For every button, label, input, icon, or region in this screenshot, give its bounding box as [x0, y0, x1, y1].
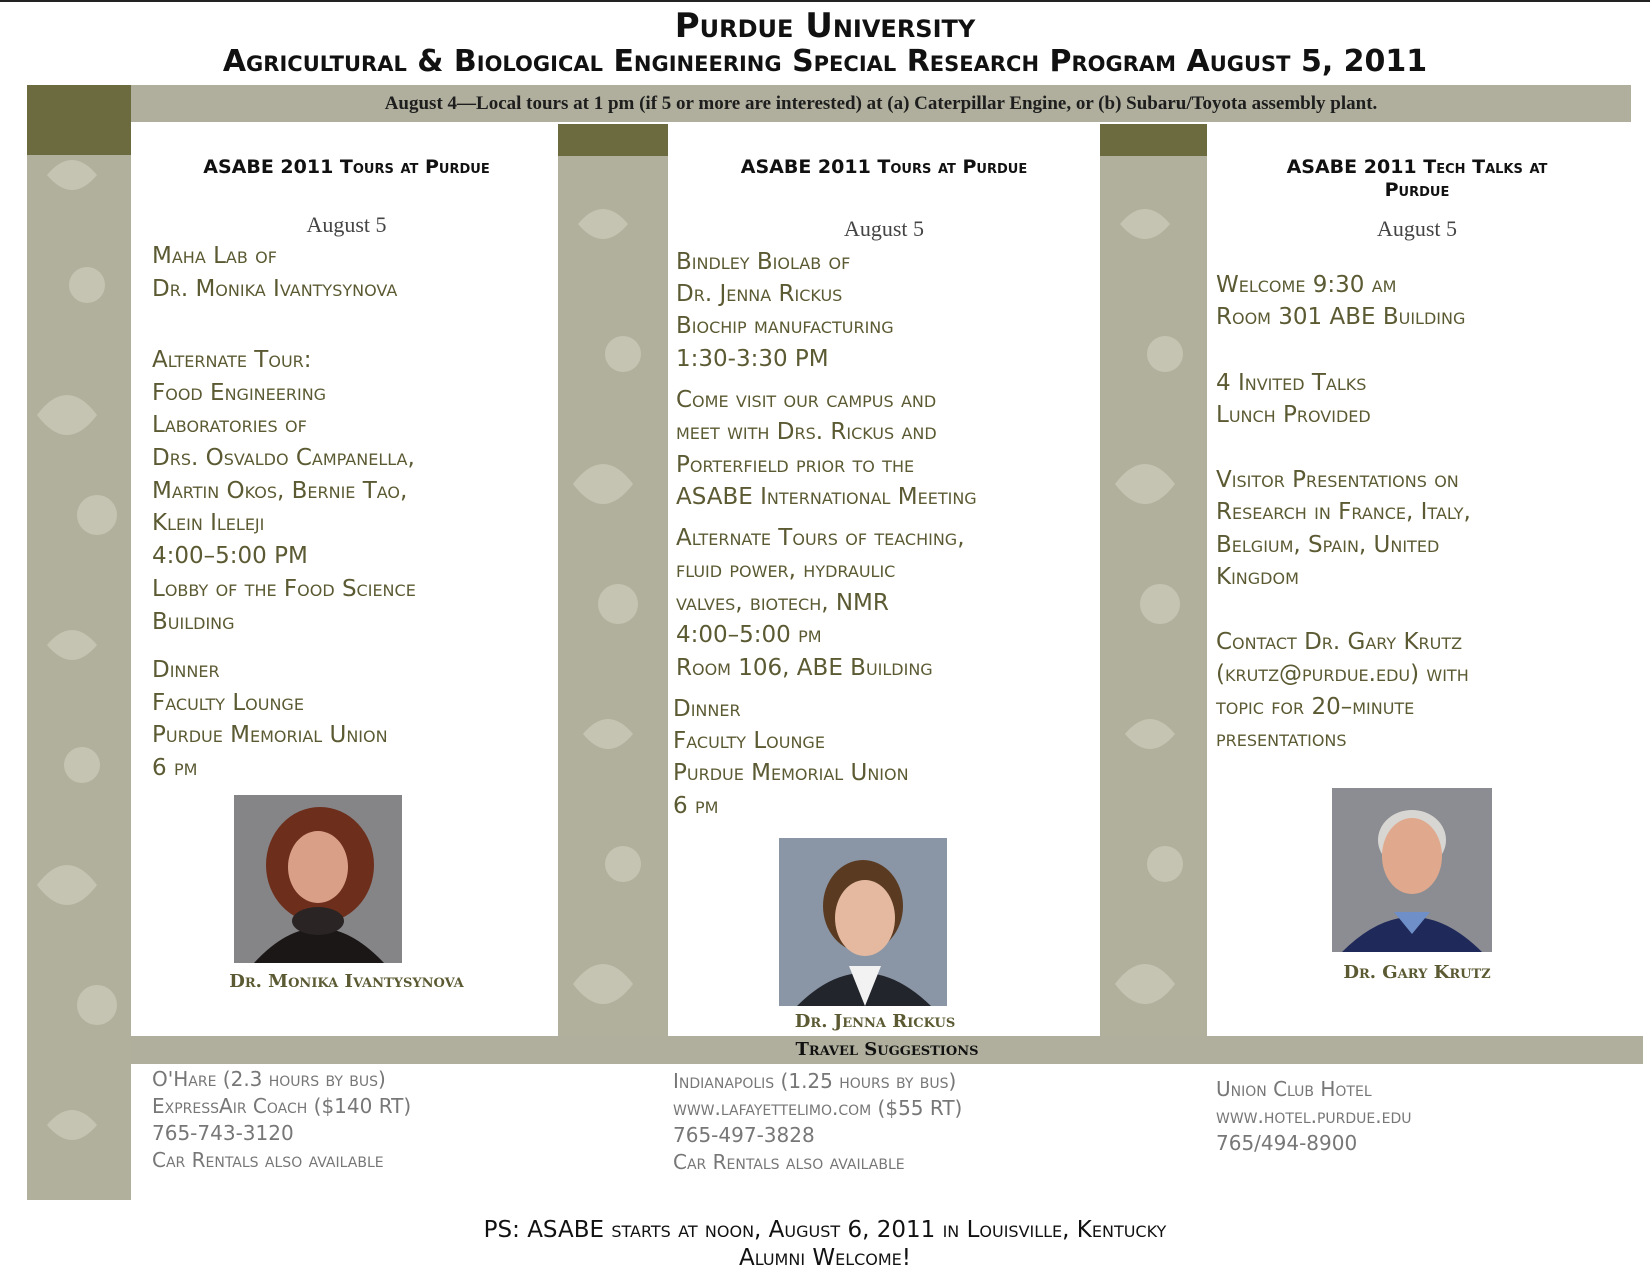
page-title: Purdue University: [674, 6, 976, 46]
line: Lobby of the Food Science: [152, 576, 416, 602]
line: Biochip manufacturing: [676, 313, 894, 339]
travel-heading: Travel Suggestions: [131, 1036, 1643, 1064]
pattern-strip-mid2: [1100, 124, 1207, 1036]
travel-line: www.lafayettelimo.com ($55 RT): [673, 1096, 963, 1120]
line: Martin Okos, Bernie Tao,: [152, 478, 408, 504]
travel-line: Car Rentals also available: [152, 1148, 384, 1172]
line: meet with Drs. Rickus and: [676, 419, 937, 445]
portrait-photo-ivantysynova: [234, 795, 402, 963]
line: Visitor Presentations on: [1216, 467, 1459, 493]
travel-line: 765-497-3828: [673, 1123, 815, 1147]
travel-line: 765/494-8900: [1216, 1131, 1358, 1155]
portrait-photo-krutz: [1332, 788, 1492, 952]
line: 6 pm: [152, 755, 198, 781]
pattern-strip-right: [1632, 85, 1650, 1035]
photo-caption: Dr. Gary Krutz: [1343, 962, 1491, 983]
line: Porterfield prior to the: [676, 452, 915, 478]
line: Kingdom: [1216, 564, 1299, 590]
dark-band-mid1: [558, 124, 668, 156]
photo-caption: Dr. Jenna Rickus: [794, 1011, 956, 1032]
floral-pattern-icon: [27, 85, 131, 1200]
column-1: [135, 124, 558, 1036]
pattern-strip-left: [27, 85, 131, 1200]
line: Faculty Lounge: [673, 728, 825, 754]
line: Belgium, Spain, United: [1216, 532, 1440, 558]
line: Building: [152, 609, 235, 635]
line: Dinner: [673, 696, 741, 722]
footer-welcome: Alumni Welcome!: [738, 1245, 912, 1271]
travel-line: ExpressAir Coach ($140 RT): [152, 1094, 412, 1118]
column-heading: ASABE 2011 Tours at Purdue: [740, 156, 1028, 178]
footer-note: PS: ASABE starts at noon, August 6, 2011 in Louisville, Kentucky: [483, 1217, 1167, 1243]
travel-line: Indianapolis (1.25 hours by bus): [673, 1069, 957, 1093]
line: 4:00–5:00 pm: [676, 622, 822, 648]
travel-line: Union Club Hotel: [1216, 1077, 1372, 1101]
line: valves, biotech, NMR: [676, 590, 889, 616]
dark-band-mid2: [1100, 124, 1207, 156]
line: 4:00–5:00 PM: [152, 543, 308, 569]
column-3: [1207, 124, 1632, 1036]
line: Lunch Provided: [1216, 402, 1371, 428]
column-heading: ASABE 2011 Tech Talks at Purdue: [1286, 156, 1548, 201]
line: Purdue Memorial Union: [152, 722, 388, 748]
travel-line: 765-743-3120: [152, 1121, 294, 1145]
line: Drs. Osvaldo Campanella,: [152, 445, 415, 471]
line: 6 pm: [673, 793, 719, 819]
travel-line: www.hotel.purdue.edu: [1216, 1104, 1412, 1128]
pattern-strip-mid1: [558, 124, 668, 1036]
page-subtitle: Agricultural & Biological Engineering Special Research Program August 5, 2011: [222, 44, 1428, 79]
line: Klein Ileleji: [152, 510, 265, 536]
tours-banner: August 4—Local tours at 1 pm (if 5 or more are interested) at (a) Caterpillar Engine, or (b) Subaru/Toyota assembly plant.: [131, 85, 1631, 122]
line: 4 Invited Talks: [1216, 370, 1367, 396]
line: ASABE International Meeting: [676, 484, 977, 510]
line: Dinner: [152, 657, 220, 683]
line: topic for 20–minute: [1216, 694, 1415, 720]
travel-line: O'Hare (2.3 hours by bus): [152, 1067, 386, 1091]
column-2: [668, 124, 1100, 1036]
line: (krutz@purdue.edu) with: [1216, 661, 1469, 687]
line: Bindley Biolab of: [676, 249, 851, 275]
line: Purdue Memorial Union: [673, 760, 909, 786]
line: Dr. Monika Ivantysynova: [152, 276, 398, 302]
line: Welcome 9:30 am: [1216, 272, 1397, 298]
portrait-photo-rickus: [779, 838, 947, 1006]
travel-line: Car Rentals also available: [673, 1150, 905, 1174]
line: Contact Dr. Gary Krutz: [1216, 629, 1463, 655]
line: Dr. Jenna Rickus: [676, 281, 843, 307]
line: Food Engineering: [152, 380, 327, 406]
column-date: August 5: [1376, 216, 1458, 241]
top-rule: [0, 0, 1650, 2]
line: 1:30-3:30 PM: [676, 346, 829, 372]
dark-band-left: [27, 85, 131, 155]
line: Alternate Tours of teaching,: [676, 525, 965, 551]
line: Maha Lab of: [152, 243, 277, 269]
column-heading: ASABE 2011 Tours at Purdue: [203, 156, 490, 178]
line: Room 106, ABE Building: [676, 655, 933, 681]
line: Laboratories of: [152, 412, 307, 438]
line: Faculty Lounge: [152, 690, 304, 716]
line: Room 301 ABE Building: [1216, 304, 1466, 330]
line: fluid power, hydraulic: [676, 557, 896, 583]
line: presentations: [1216, 726, 1347, 752]
line: Come visit our campus and: [676, 387, 937, 413]
photo-caption: Dr. Monika Ivantysynova: [229, 971, 464, 992]
line: Research in France, Italy,: [1216, 499, 1471, 525]
column-date: August 5: [843, 216, 925, 241]
column-date: August 5: [306, 212, 387, 237]
line: Alternate Tour:: [152, 347, 312, 373]
